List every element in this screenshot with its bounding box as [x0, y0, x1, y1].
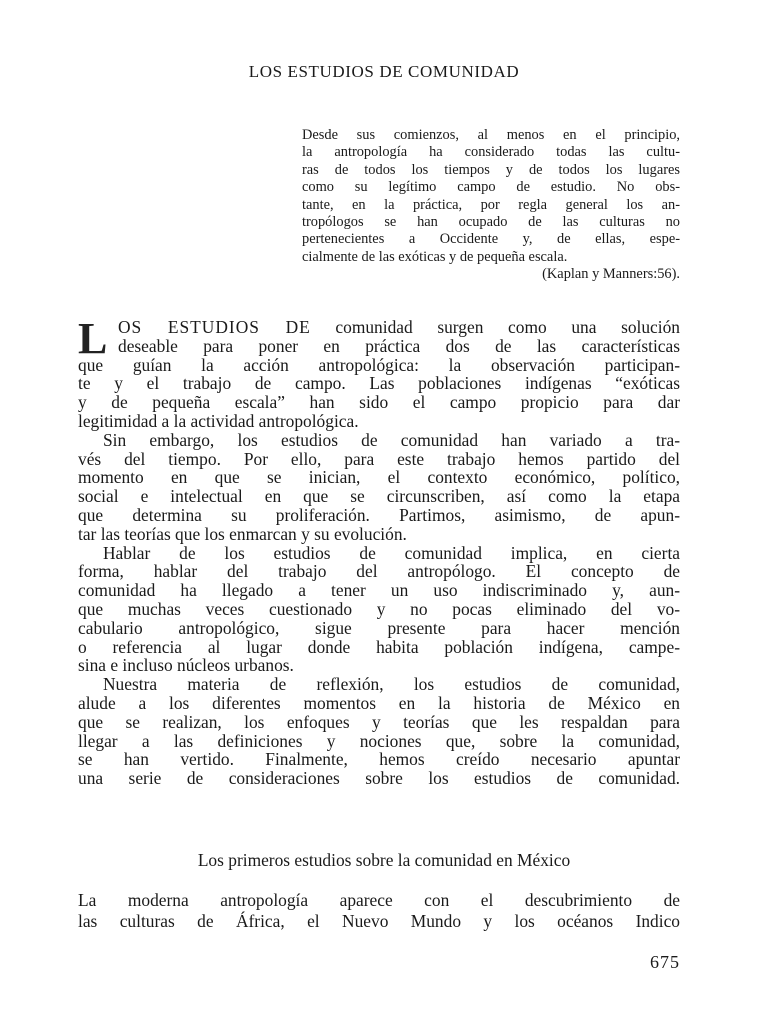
paragraph-line: social e intelectual en que se circunscriben, así como la etapa: [78, 486, 680, 507]
epigraph-line: Desde sus comienzos, al menos en el principio,: [302, 127, 680, 143]
intro-paragraphs: [78, 314, 680, 789]
epigraph-line: cialmente de las exóticas y de pequeña escala.: [302, 248, 568, 265]
paragraph-line: y de pequeña escala” han sido el campo propicio para dar: [78, 392, 680, 413]
paragraph-line: que se realizan, los enfoques y teorías que les respaldan para: [78, 711, 680, 732]
epigraph-line: la antropología ha considerado todas las cultu-: [302, 144, 680, 161]
smallcaps-opening: OS ESTUDIOS DE: [118, 317, 311, 337]
paragraph-line: Sin embargo, los estudios de comunidad han variado a tra-: [103, 429, 680, 450]
epigraph-line: pertenecientes a Occidente y, de ellas, espe-: [302, 231, 680, 248]
paragraph-line: se han vertido. Finalmente, hemos creído necesario apuntar: [78, 749, 680, 770]
paragraph-line: que determina su proliferación. Partimos, asimismo, de apun-: [78, 504, 680, 525]
paragraph-line: momento en que se inician, el contexto económico, político,: [78, 467, 680, 488]
paragraph-line: tar las teorías que los enmarcan y su evolución.: [78, 523, 407, 544]
epigraph: [302, 127, 680, 284]
epigraph-line: ras de todos los tiempos y de todos los lugares: [302, 161, 680, 178]
paragraph-line: las culturas de África, el Nuevo Mundo y los océanos Indico: [78, 911, 680, 931]
first-line-rest: comunidad surgen como una solución: [335, 317, 680, 337]
epigraph-line: tante, en la práctica, por regla general los an-: [302, 196, 680, 213]
epigraph-citation: (Kaplan y Manners:56).: [542, 266, 680, 283]
paragraph-line: que muchas veces cuestionado y no pocas eliminado del vo-: [78, 598, 680, 619]
paragraph-line: forma, hablar del trabajo del antropólogo. El concepto de: [78, 561, 680, 582]
drop-cap: L: [78, 314, 108, 363]
paragraph-line: Hablar de los estudios de comunidad implica, en cierta: [103, 542, 680, 563]
epigraph-line: tropólogos se han ocupado de las culturas no: [302, 214, 680, 231]
section-heading: Los primeros estudios sobre la comunidad en México: [197, 850, 571, 870]
paragraph-line: que guían la acción antropológica: la observación participan-: [78, 354, 680, 375]
page-title: LOS ESTUDIOS DE COMUNIDAD: [248, 62, 520, 81]
paragraph-line: llegar a las definiciones y nociones que, sobre la comunidad,: [78, 730, 680, 751]
page-number: 675: [650, 952, 680, 972]
paragraph-line: o referencia al lugar donde habita población indígena, campe-: [78, 636, 680, 657]
paragraph-line: comunidad ha llegado a tener un uso indiscriminado y, aun-: [78, 580, 680, 601]
paragraph-line: te y el trabajo de campo. Las poblaciones indígenas “exóticas: [78, 373, 680, 394]
paragraph-line: legitimidad a la actividad antropológica.: [78, 410, 359, 431]
epigraph-line: como su legítimo campo de estudio. No obs-: [302, 179, 680, 196]
paragraph-line: deseable para poner en práctica dos de las características: [118, 335, 680, 356]
paragraph-line: vés del tiempo. Por ello, para este trabajo hemos partido del: [78, 448, 680, 469]
paragraph-line: una serie de consideraciones sobre los estudios de comunidad.: [78, 768, 680, 789]
paragraph-line: sina e incluso núcleos urbanos.: [78, 655, 294, 676]
paragraph-line: alude a los diferentes momentos en la historia de México en: [78, 692, 680, 713]
paragraph-line: Nuestra materia de reflexión, los estudios de comunidad,: [103, 674, 680, 695]
section-paragraph: [78, 890, 680, 932]
paragraph-line: cabulario antropológico, sigue presente para hacer mención: [78, 617, 680, 638]
paragraph-line: La moderna antropología aparece con el descubrimiento de: [78, 890, 680, 910]
paragraph-first-line: [78, 318, 680, 337]
